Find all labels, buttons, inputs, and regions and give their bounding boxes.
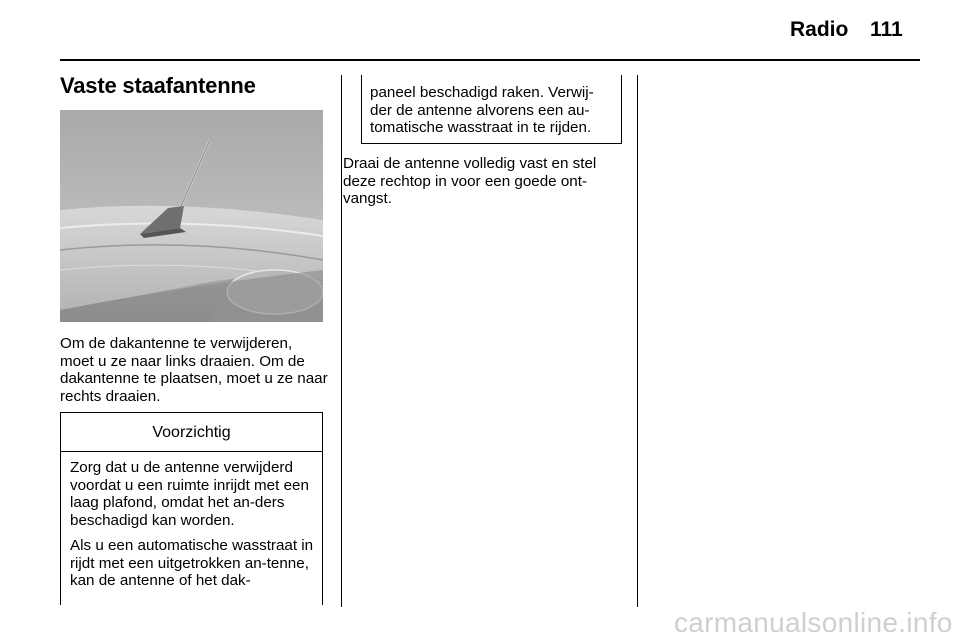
page-number: 111 — [870, 18, 903, 41]
caution-continuation-box — [361, 75, 622, 144]
caution-heading: Voorzichtig — [61, 413, 322, 452]
header-title: Radio — [790, 18, 849, 41]
watermark: carmanualsonline.info — [674, 607, 953, 638]
caution-text-1: Zorg dat u de antenne verwijderd voordat u een ruimte inrijdt met een laag plafond, omdat het an-ders beschadigd kan worden. — [70, 459, 309, 530]
paragraph-antenna-fastening: Draai de antenne volledig vast en stel deze rechtop in voor een goede ont-vangst. — [343, 155, 597, 208]
caution-text-2: Als u een automatische wasstraat in rijdt met een uitgetrokken an-tenne, kan de antenne of het dak- — [70, 536, 314, 590]
paragraph-antenna-removal: Om de dakantenne te verwijderen, moet u ze naar links draaien. Om de dakantenne te plaatsen, moet u ze naar rechts draaien. — [60, 335, 328, 406]
caution-box — [60, 412, 323, 605]
roof-antenna-photo — [60, 110, 323, 322]
caution-continuation-text: paneel beschadigd raken. Verwij-der de antenne alvorens een au-tomatische wasstraat in te rijden. — [370, 84, 594, 137]
section-title: Vaste staafantenne — [60, 73, 256, 98]
column-divider-right — [637, 75, 638, 607]
header-divider — [60, 59, 920, 61]
caution-body — [61, 452, 322, 590]
